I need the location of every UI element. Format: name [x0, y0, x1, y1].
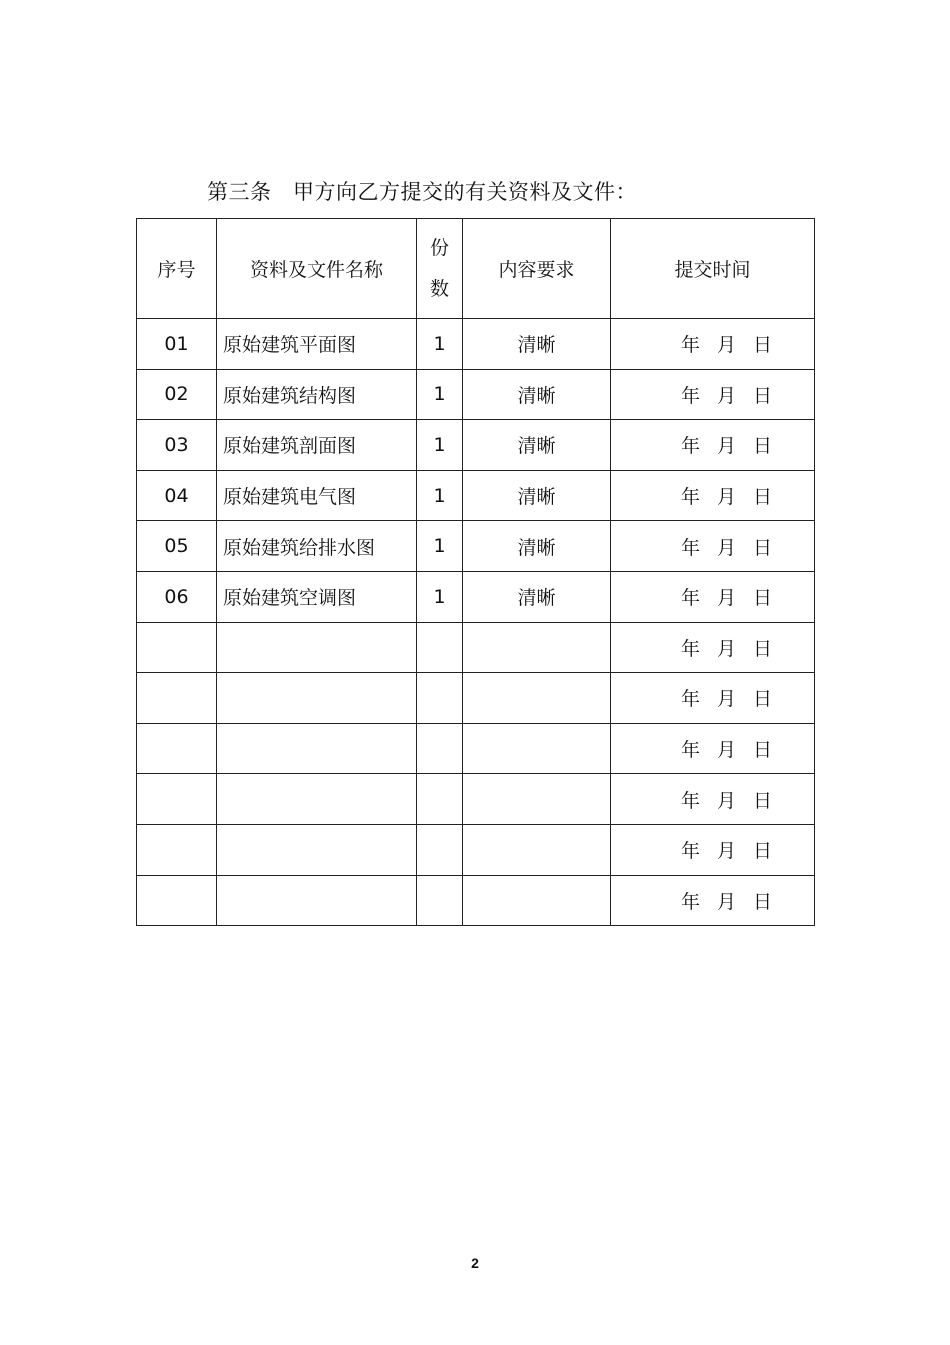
cell-name: 原始建筑结构图 — [217, 369, 417, 420]
date-label-month: 月 — [717, 840, 737, 863]
date-label-year: 年 — [681, 739, 701, 762]
date-label-month: 月 — [717, 637, 737, 660]
cell-requirement — [463, 824, 611, 875]
date-label-year: 年 — [681, 334, 701, 357]
table-row — [137, 369, 815, 420]
cell-qty — [417, 723, 463, 774]
date-label-day: 日 — [753, 789, 773, 812]
cell-seq — [137, 673, 217, 724]
cell-qty: 1 — [417, 470, 463, 521]
cell-qty — [417, 774, 463, 825]
date-label-year: 年 — [681, 789, 701, 812]
date-label-month: 月 — [717, 334, 737, 357]
cell-name: 原始建筑空调图 — [217, 571, 417, 622]
cell-submit-date — [611, 673, 815, 724]
cell-seq: 03 — [137, 420, 217, 471]
date-label-year: 年 — [681, 587, 701, 610]
cell-requirement — [463, 673, 611, 724]
header-submit-time: 提交时间 — [611, 219, 815, 319]
cell-submit-date — [611, 319, 815, 370]
cell-submit-date — [611, 723, 815, 774]
table-body — [137, 319, 815, 926]
date-label-day: 日 — [753, 486, 773, 509]
date-label-year: 年 — [681, 384, 701, 407]
date-label-day: 日 — [753, 688, 773, 711]
cell-qty: 1 — [417, 319, 463, 370]
cell-qty: 1 — [417, 420, 463, 471]
cell-qty — [417, 824, 463, 875]
cell-submit-date — [611, 571, 815, 622]
header-qty-top: 份 — [429, 236, 449, 259]
cell-name: 原始建筑平面图 — [217, 319, 417, 370]
documents-table — [136, 218, 815, 926]
cell-requirement — [463, 723, 611, 774]
table-row — [137, 824, 815, 875]
date-label-month: 月 — [717, 789, 737, 812]
table-row — [137, 774, 815, 825]
table-row — [137, 875, 815, 926]
table-row — [137, 470, 815, 521]
date-label-year: 年 — [681, 486, 701, 509]
header-qty-bottom: 数 — [429, 277, 449, 300]
page-number: 2 — [471, 1255, 479, 1271]
cell-seq: 05 — [137, 521, 217, 572]
cell-seq — [137, 824, 217, 875]
date-label-year: 年 — [681, 840, 701, 863]
date-label-year: 年 — [681, 637, 701, 660]
table-row — [137, 319, 815, 370]
date-label-day: 日 — [753, 637, 773, 660]
date-label-year: 年 — [681, 688, 701, 711]
cell-seq — [137, 622, 217, 673]
cell-requirement: 清晰 — [463, 420, 611, 471]
table-row — [137, 521, 815, 572]
date-label-year: 年 — [681, 435, 701, 458]
date-label-day: 日 — [753, 587, 773, 610]
cell-seq: 02 — [137, 369, 217, 420]
cell-submit-date — [611, 470, 815, 521]
header-seq: 序号 — [137, 219, 217, 319]
cell-qty — [417, 622, 463, 673]
table-row — [137, 723, 815, 774]
cell-qty: 1 — [417, 571, 463, 622]
cell-requirement: 清晰 — [463, 521, 611, 572]
table-row — [137, 420, 815, 471]
cell-seq: 06 — [137, 571, 217, 622]
table-row — [137, 622, 815, 673]
cell-requirement — [463, 622, 611, 673]
date-label-day: 日 — [753, 890, 773, 913]
date-label-year: 年 — [681, 890, 701, 913]
cell-qty: 1 — [417, 369, 463, 420]
table-row — [137, 571, 815, 622]
cell-requirement: 清晰 — [463, 571, 611, 622]
section-heading: 第三条 甲方向乙方提交的有关资料及文件： — [207, 180, 637, 204]
cell-name: 原始建筑电气图 — [217, 470, 417, 521]
cell-name — [217, 824, 417, 875]
cell-seq: 01 — [137, 319, 217, 370]
date-label-day: 日 — [753, 334, 773, 357]
cell-name — [217, 774, 417, 825]
cell-name — [217, 723, 417, 774]
date-label-month: 月 — [717, 536, 737, 559]
cell-seq — [137, 774, 217, 825]
cell-submit-date — [611, 420, 815, 471]
cell-submit-date — [611, 622, 815, 673]
cell-seq — [137, 723, 217, 774]
cell-submit-date — [611, 521, 815, 572]
cell-seq: 04 — [137, 470, 217, 521]
cell-submit-date — [611, 875, 815, 926]
date-label-month: 月 — [717, 739, 737, 762]
date-label-month: 月 — [717, 890, 737, 913]
table-row — [137, 673, 815, 724]
cell-name: 原始建筑剖面图 — [217, 420, 417, 471]
header-requirement: 内容要求 — [463, 219, 611, 319]
date-label-month: 月 — [717, 435, 737, 458]
date-label-day: 日 — [753, 739, 773, 762]
cell-requirement — [463, 774, 611, 825]
cell-requirement: 清晰 — [463, 319, 611, 370]
cell-name — [217, 673, 417, 724]
date-label-day: 日 — [753, 384, 773, 407]
date-label-year: 年 — [681, 536, 701, 559]
cell-qty — [417, 673, 463, 724]
date-label-day: 日 — [753, 536, 773, 559]
cell-name — [217, 622, 417, 673]
cell-requirement: 清晰 — [463, 470, 611, 521]
cell-submit-date — [611, 824, 815, 875]
date-label-day: 日 — [753, 435, 773, 458]
cell-qty — [417, 875, 463, 926]
cell-requirement — [463, 875, 611, 926]
cell-seq — [137, 875, 217, 926]
cell-requirement: 清晰 — [463, 369, 611, 420]
cell-submit-date — [611, 369, 815, 420]
table-header-row — [137, 219, 815, 319]
cell-qty: 1 — [417, 521, 463, 572]
cell-name: 原始建筑给排水图 — [217, 521, 417, 572]
date-label-day: 日 — [753, 840, 773, 863]
date-label-month: 月 — [717, 688, 737, 711]
date-label-month: 月 — [717, 587, 737, 610]
header-name: 资料及文件名称 — [217, 219, 417, 319]
date-label-month: 月 — [717, 384, 737, 407]
header-qty — [417, 219, 463, 319]
date-label-month: 月 — [717, 486, 737, 509]
cell-submit-date — [611, 774, 815, 825]
cell-name — [217, 875, 417, 926]
